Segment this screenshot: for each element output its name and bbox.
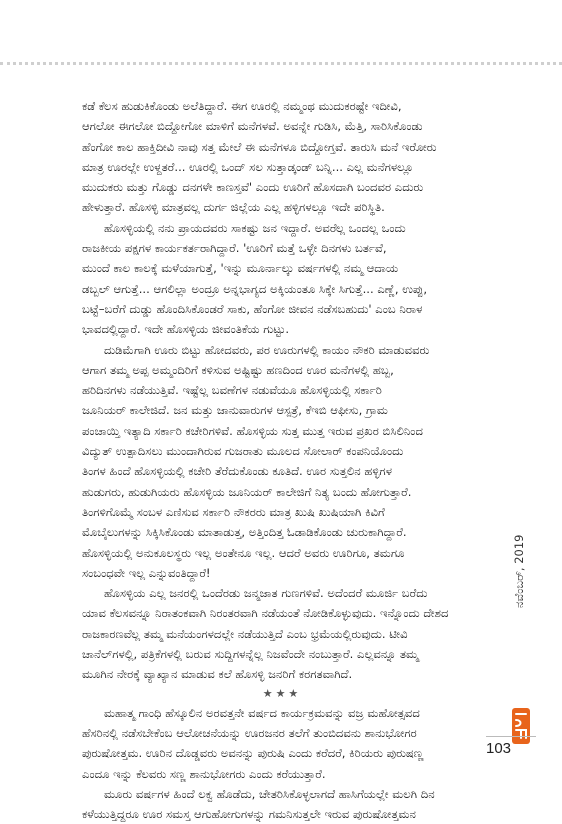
- text-line: ಎಂದೂ ಇನ್ನು ಕೆಲವರು ಸಣ್ಣ ಶಾನುಭೋಗರು ಎಂದು ಕರೆಯುತ್ತಾರೆ.: [82, 766, 326, 781]
- text-line: ಯಾವ ಕೆಲಸವನ್ನೂ ನಿರಾತಂಕವಾಗಿ ನಿರಂತರವಾಗಿ ನಡೆಯಂತೆ ನೋಡಿಕೊಳ್ಳುವುದು. ಇನ್ನೊಂದು ದೇಶದ: [82, 606, 449, 621]
- text-line: ಮುದುಕರು ಮತ್ತು ಗೊಡ್ಡು ದನಗಳೇ ಕಾಣಸ್ತವೆ' ಎಂದು ಊರಿಗೆ ಹೊಸದಾಗಿ ಬಂದವರ ಎದುರು: [82, 180, 424, 195]
- article-body: [82, 96, 482, 824]
- paragraph: [82, 96, 482, 218]
- text-line: ಮಾತ್ರ ಊರಲ್ಲೇ ಉಳ್ದತರೆ... ಊರಲ್ಲಿ ಒಂದ್ ಸಲ ಸುತ್ತಾಡ್ಕಂಡ್ ಬನ್ನಿ... ಎಲ್ಲ ಮನೆಗಳಲ್ಲೂ: [82, 159, 414, 174]
- text-line: ಮೂರು ವರ್ಷಗಳ ಹಿಂದೆ ಲಕ್ವ ಹೊಡೆದು, ಚೇತರಿಸಿಕೊಳ್ಳಲಾಗದೆ ಹಾಸಿಗೆಯಲ್ಲೇ ಮಲಗಿ ದಿನ: [104, 786, 435, 801]
- text-line: ರಾಜಕೀಯ ಪಕ್ಷಗಳ ಕಾರ್ಯಕರ್ತರಾಗಿದ್ದಾರೆ. 'ಊರಿಗೆ ಮತ್ತೆ ಒಳ್ಳೇ ದಿನಗಳು ಬರ್ತವೆ,: [82, 241, 387, 256]
- text-line: ಹೇಳುತ್ತಾರೆ. ಹೊಸಳ್ಳಿ ಮಾತ್ರವಲ್ಲ ದುರ್ಗ ಜಿಲ್ಲೆಯ ಎಲ್ಲ ಹಳ್ಳಿಗಳಲ್ಲೂ ಇದೇ ಪರಿಸ್ಥಿತಿ.: [82, 200, 385, 215]
- paragraph: [82, 784, 482, 824]
- text-line: ಪುರುಷೋತ್ತಮ. ಊರಿನ ದೊಡ್ಡವರು ಅವನನ್ನು ಪುರುಷಿ ಎಂದು ಕರೆದರೆ, ಕಿರಿಯರು ಪುರುಷಣ್ಣ: [82, 746, 424, 761]
- text-line: ಡಬ್ಬಲ್ ಆಗುತ್ತೆ... ಆಗಲಿಲ್ಲಾ ಅಂದ್ರೂ ಅನ್ನಭಾಗ್ಯದ ಅಕ್ಕಿಯಂತೂ ಸಿಕ್ಕೇ ಸಿಗುತ್ತೆ... ಎಣ್ಣೆ, ಉಪ್ಪು,: [82, 281, 428, 296]
- paragraph: [82, 703, 482, 784]
- text-line: ವಿದ್ಯುತ್ ಉತ್ಪಾದಿಸಲು ಮುಂದಾಗಿರುವ ಗುಜರಾತು ಮೂಲದ ಸೋಲಾರ್ ಕಂಪನಿಯೊಂದು: [82, 444, 404, 459]
- text-line: ಭಾವದಲ್ಲಿದ್ದಾರೆ. ಇದೇ ಹೊಸಳ್ಳಿಯ ಜೀವಂತಿಕೆಯ ಗುಟ್ಟು.: [82, 322, 290, 337]
- text-line: ಹೆಂಗೋ ಕಾಲ ಹಾಕ್ತಿದೀವಿ ನಾವು ಸತ್ತ ಮೇಲೆ ಈ ಮನೆಗಳೂ ಬಿದ್ದೋಗ್ತವೆ. ತಾರುಸಿ ಮನೆ ಇರೋರು: [82, 139, 437, 154]
- text-line: ತಿಂಗಳ ಹಿಂದೆ ಹೊಸಳ್ಳಿಯಲ್ಲಿ ಕಚೇರಿ ತೆರೆದುಕೊಂಡು ಕೂತಿದೆ. ಊರ ಸುತ್ತಲಿನ ಹಳ್ಳಿಗಳ: [82, 464, 392, 479]
- text-line: ಹೆಸರಿನಲ್ಲಿ ನಡೆಸಬೇಕೆಂಬ ಆಲೋಚನೆಯನ್ನು ಊರಜನರ ತಲೆಗೆ ತುಂಬಿದವನು ಶಾನುಭೋಗರ: [82, 725, 417, 740]
- text-line: ಪಂಚಾಯ್ತಿ ಇತ್ಯಾದಿ ಸರ್ಕಾರಿ ಕಚೇರಿಗಳಿವೆ. ಹೊಸಳ್ಳಿಯ ಸುತ್ತ ಮುತ್ತ ಇರುವ ಪ್ರಖರ ಬಿಸಿಲಿನಿಂದ: [82, 423, 423, 438]
- paragraph: [82, 340, 482, 584]
- paragraph: [82, 583, 482, 684]
- text-line: ಬಟ್ಟೆ–ಬರೆಗೆ ದುಡ್ಡು ಹೊಂದಿಸಿಕೊಂಡರೆ ಸಾಕು, ಹೆಂಗೋ ಜೀವನ ನಡೆಸಬಹುದು' ಎಂಬ ನಿರಾಳ: [82, 301, 423, 316]
- text-line: ಹರಿದಿನಗಳು ನಡೆಯುತ್ತಿವೆ. ಇಷ್ಟೆಲ್ಲ ಬವಣೆಗಳ ನಡುವೆಯೂ ಹೊಸಳ್ಳಿಯಲ್ಲಿ ಸರ್ಕಾರಿ: [82, 383, 382, 398]
- text-line: ಸಂಬಂಧವೇ ಇಲ್ಲ ಎನ್ನುವಂತಿದ್ದಾರೆ!: [82, 565, 211, 580]
- text-line: ಕಡೆ ಕೆಲಸ ಹುಡುಕಿಕೊಂಡು ಅಲೆತಿದ್ದಾರೆ. ಈಗ ಊರಲ್ಲಿ ನಮ್ಮಂಥ ಮುದುಕರಷ್ಟೇ ಇದೀವಿ,: [82, 99, 402, 113]
- section-separator: ★★★: [262, 686, 302, 700]
- issue-date: ನವೆಂಬರ್, 2019: [512, 534, 526, 608]
- text-line: ಜೂನಿಯರ್ ಕಾಲೇಜಿದೆ. ಜನ ಮತ್ತು ಜಾನುವಾರುಗಳ ಆಸ್ಪತ್ರೆ, ಕೆಇಬಿ ಆಫೀಸು, ಗ್ರಾಮ: [82, 403, 388, 418]
- page-number: 103: [486, 740, 512, 757]
- text-line: ಮುಂದೆ ಕಾಲ ಕಾಲಕ್ಕೆ ಮಳೆಯಾಗುತ್ತೆ, 'ಇನ್ನು ಮೂರ್ನಾಲ್ಕು ವರ್ಷಗಳಲ್ಲಿ ನಮ್ಮ ಆದಾಯ: [82, 261, 399, 276]
- text-line: ರಾಜಕಾರಣವೆಲ್ಲ ತಮ್ಮ ಮನೆಯಂಗಳದಲ್ಲೇ ನಡೆಯುತ್ತಿದೆ ಎಂಬ ಭ್ರಮೆಯಲ್ಲಿರುವುದು. ಟೀವಿ: [82, 626, 408, 641]
- text-line: ಮೊಬೈಲುಗಳನ್ನು ಸಿಕ್ಕಿಸಿಕೊಂಡು ಮಾತಾಡುತ್ತ, ಅತ್ತಿಂದಿತ್ತ ಓಡಾಡಿಕೊಂಡು ಚುರುಕಾಗಿದ್ದಾರೆ.: [82, 525, 407, 540]
- text-line: ಆಗಲೋ ಈಗಲೋ ಬಿದ್ದೋಗೋ ಮಾಳಿಗೆ ಮನೆಗಳವೆ. ಅವನ್ನೇ ಗುಡಿಸಿ, ಮೆತ್ತಿ, ಸಾರಿಸಿಕೊಂಡು: [82, 119, 423, 134]
- text-line: ಹೊಸಳ್ಳಿಯಲ್ಲಿ ಅನುಕೂಲಸ್ಥರು ಇಲ್ಲ ಅಂತೇನೂ ಇಲ್ಲ. ಆದರೆ ಅವರು ಊರಿಗೂ, ತಮಗೂ: [82, 545, 405, 560]
- magazine-logo: [510, 706, 532, 746]
- text-line: ಆಗಾಗ ತಮ್ಮ ಅಪ್ಪ ಅಮ್ಮಂದಿರಿಗೆ ಕಳಿಸುವ ಅಷ್ಟಿಷ್ಟು ಹಣದಿಂದ ಊರ ಮನೆಗಳಲ್ಲಿ ಹಬ್ಬ,: [82, 362, 394, 377]
- top-dotted-rule: [0, 62, 562, 65]
- text-line: ಕಳೆಯುತ್ತಿದ್ದರೂ ಊರ ಸಮಸ್ತ ಆಗುಹೋಗುಗಳನ್ನು ಗಮನಿಸುತ್ತಲೇ ಇರುವ ಪುರುಷೋತ್ತಮನ: [82, 807, 416, 822]
- paragraph: [82, 218, 482, 340]
- text-line: ದುಡಿಮೆಗಾಗಿ ಊರು ಬಿಟ್ಟು ಹೋದವರು, ಪರ ಊರುಗಳಲ್ಲಿ ಕಾಯಂ ನೌಕರಿ ಮಾಡುವವರು: [104, 342, 430, 357]
- text-line: ಮೂಗಿನ ನೇರಕ್ಕೆ ವ್ಯಾಖ್ಯಾನ ಮಾಡುವ ಕಲೆ ಹೊಸಳ್ಳಿ ಜನರಿಗೆ ಕರಗತವಾಗಿದೆ.: [82, 667, 353, 682]
- text-line: ಮಹಾತ್ಮ ಗಾಂಧಿ ಹೆಸ್ಕೂಲಿನ ಅರವತ್ತನೇ ವರ್ಷದ ಕಾರ್ಯಕ್ರಮವನ್ನು ವಜ್ರ ಮಹೋತ್ಸವದ: [104, 705, 420, 720]
- text-line: ಹೊಸಳ್ಳಿಯ ಎಲ್ಲ ಜನರಲ್ಲಿ ಒಂದೆರಡು ಜನ್ಮಜಾತ ಗುಣಗಳಿವೆ. ಅದೆಂದರೆ ಮೂರ್ಜಿ ಬರೆದು: [104, 586, 428, 601]
- text-line: ತಿಂಗಳಿಗೊಮ್ಮೆ ಸಂಬಳ ಎಣಿಸುವ ಸರ್ಕಾರಿ ನೌಕರರು ಮಾತ್ರ ಖುಷಿ ಖುಷಿಯಾಗಿ ಕಿವಿಗೆ: [82, 504, 385, 519]
- text-line: ಹುಡುಗರು, ಹುಡುಗಿಯರು ಹೊಸಳ್ಳಿಯ ಜೂನಿಯರ್ ಕಾಲೇಜಿಗೆ ನಿತ್ಯ ಬಂದು ಹೋಗುತ್ತಾರೆ.: [82, 484, 412, 499]
- page-number-rule: [486, 736, 536, 737]
- text-line: ಚಾನೆಲ್‌ಗಳಲ್ಲಿ, ಪತ್ರಿಕೆಗಳಲ್ಲಿ ಬರುವ ಸುದ್ದಿಗಳನ್ನೆಲ್ಲ ನಿಜವೆಂದೇ ನಂಬುತ್ತಾರೆ. ಎಲ್ಲವನ್ನೂ ತಮ್ಮ: [82, 647, 419, 662]
- text-line: ಹೊಸಳ್ಳಿಯಲ್ಲಿ ನನು ಪ್ರಾಯದವರು ಸಾಕಷ್ಟು ಜನ ಇದ್ದಾರೆ. ಅವರೆಲ್ಲ ಒಂದಲ್ಲ ಒಂದು: [104, 220, 406, 235]
